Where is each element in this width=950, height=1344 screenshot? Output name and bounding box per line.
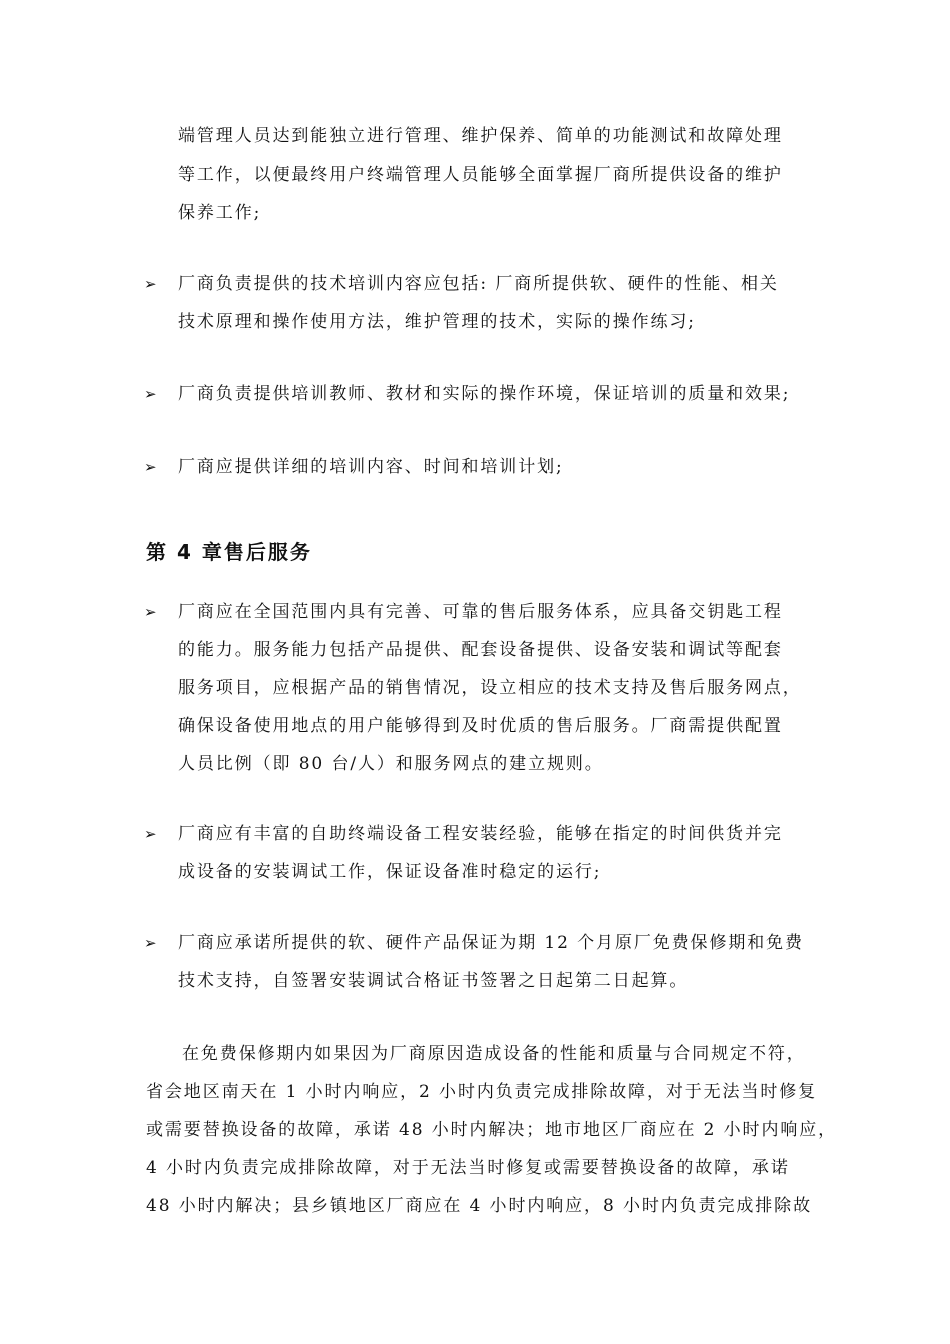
bullet-line: 厂商负责提供的技术培训内容应包括: 厂商所提供软、硬件的性能、相关 (178, 274, 779, 294)
paragraph-line: 48 小时内解决；县乡镇地区厂商应在 4 小时内响应，8 小时内负责完成排除故 (146, 1196, 812, 1216)
bullet-line: 的能力。服务能力包括产品提供、配套设备提供、设备安装和调试等配套 (178, 640, 783, 660)
bullet-line: 技术原理和操作使用方法，维护管理的技术，实际的操作练习; (178, 312, 696, 332)
intro-line: 等工作，以便最终用户终端管理人员能够全面掌握厂商所提供设备的维护 (178, 165, 783, 185)
bullet-arrow-icon: ➢ (144, 603, 157, 621)
paragraph-line: 省会地区南天在 1 小时内响应，2 小时内负责完成排除故障，对于无法当时修复 (146, 1082, 818, 1102)
bullet-line: 人员比例（即 80 台/人）和服务网点的建立规则。 (178, 754, 604, 774)
bullet-arrow-icon: ➢ (144, 458, 157, 476)
bullet-line: 厂商应承诺所提供的软、硬件产品保证为期 12 个月原厂免费保修期和免费 (178, 933, 804, 953)
bullet-arrow-icon: ➢ (144, 385, 157, 403)
bullet-line: 确保设备使用地点的用户能够得到及时优质的售后服务。厂商需提供配置 (178, 716, 783, 736)
bullet-line: 厂商负责提供培训教师、教材和实际的操作环境，保证培训的质量和效果; (178, 384, 791, 404)
bullet-line: 成设备的安装调试工作，保证设备准时稳定的运行; (178, 862, 602, 882)
paragraph-line: 4 小时内负责完成排除故障，对于无法当时修复或需要替换设备的故障，承诺 (146, 1158, 790, 1178)
bullet-line: 服务项目，应根据产品的销售情况，设立相应的技术支持及售后服务网点， (178, 678, 802, 698)
bullet-line: 厂商应提供详细的培训内容、时间和培训计划; (178, 457, 564, 477)
intro-line: 端管理人员达到能独立进行管理、维护保养、简单的功能测试和故障处理 (178, 126, 783, 146)
bullet-arrow-icon: ➢ (144, 825, 157, 843)
paragraph-line: 在免费保修期内如果因为厂商原因造成设备的性能和质量与合同规定不符， (182, 1044, 806, 1064)
intro-line: 保养工作; (178, 203, 262, 223)
bullet-arrow-icon: ➢ (144, 275, 157, 293)
bullet-line: 技术支持，自签署安装调试合格证书签署之日起第二日起算。 (178, 971, 689, 991)
bullet-line: 厂商应有丰富的自助终端设备工程安装经验，能够在指定的时间供货并完 (178, 824, 783, 844)
bullet-arrow-icon: ➢ (144, 934, 157, 952)
bullet-line: 厂商应在全国范围内具有完善、可靠的售后服务体系，应具备交钥匙工程 (178, 602, 783, 622)
paragraph-line: 或需要替换设备的故障，承诺 48 小时内解决；地市地区厂商应在 2 小时内响应， (146, 1120, 838, 1140)
chapter-heading: 第 4 章售后服务 (146, 540, 312, 564)
